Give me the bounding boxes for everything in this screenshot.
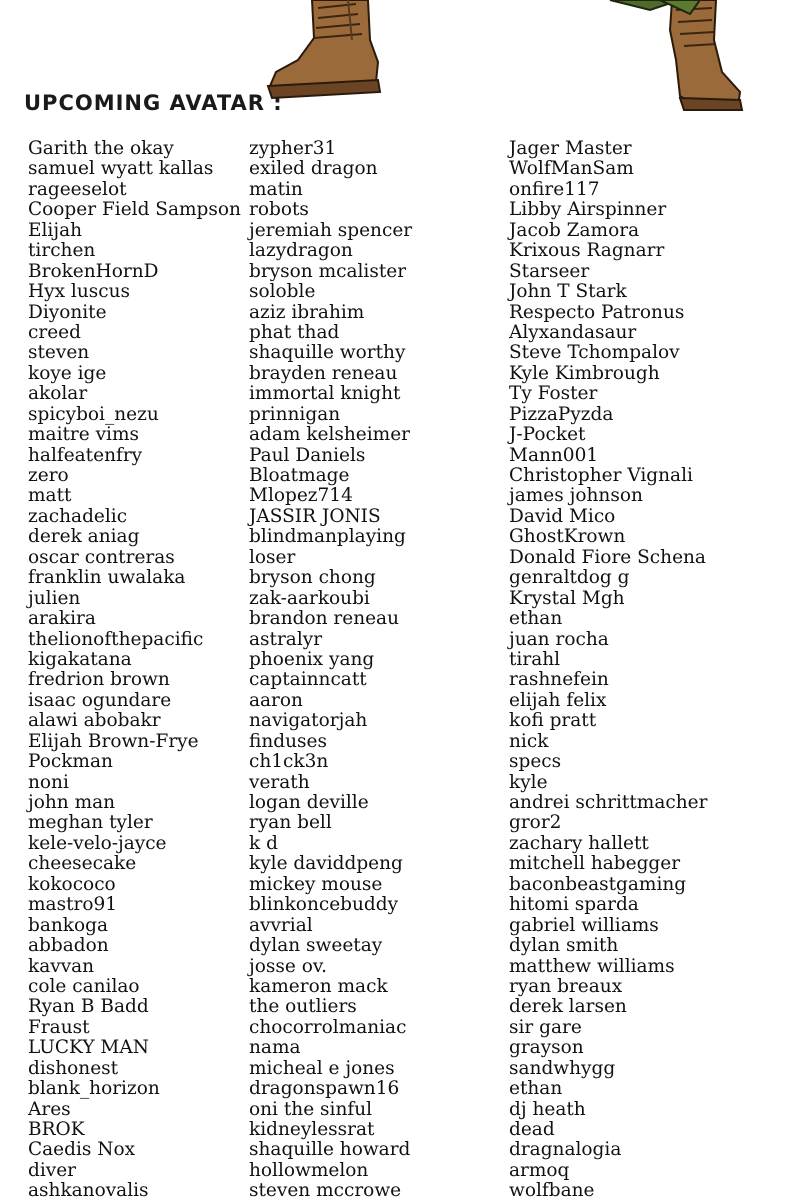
supporter-name: matin bbox=[249, 178, 303, 200]
supporter-name: Fraust bbox=[28, 1016, 90, 1038]
supporter-name: elijah felix bbox=[509, 689, 607, 711]
supporter-name: zak-aarkoubi bbox=[249, 587, 370, 609]
supporter-name: grayson bbox=[509, 1037, 584, 1059]
supporter-name: finduses bbox=[249, 730, 327, 752]
supporter-name: alawi abobakr bbox=[28, 710, 161, 732]
supporter-name: adam kelsheimer bbox=[249, 424, 411, 446]
supporter-name: Ty Foster bbox=[509, 383, 598, 405]
supporter-name: dragnalogia bbox=[509, 1139, 622, 1161]
supporter-name: Jager Master bbox=[509, 138, 632, 159]
supporter-name: Garith the okay bbox=[28, 138, 174, 159]
supporter-name: ch1ck3n bbox=[249, 751, 329, 773]
supporter-name: verath bbox=[249, 771, 310, 793]
supporter-name: BrokenHornD bbox=[28, 260, 159, 282]
supporter-name: gabriel williams bbox=[509, 914, 659, 936]
supporter-name: dylan smith bbox=[509, 935, 619, 957]
supporter-name: loser bbox=[249, 546, 296, 568]
supporter-name: halfeatenfry bbox=[28, 444, 143, 466]
supporter-name: Krixous Ragnarr bbox=[509, 240, 665, 262]
supporter-name: Libby Airspinner bbox=[509, 199, 667, 221]
supporter-name: specs bbox=[509, 751, 562, 773]
supporter-name: PizzaPyzda bbox=[509, 403, 614, 425]
supporter-name: derek larsen bbox=[509, 996, 627, 1018]
supporter-name: fredrion brown bbox=[28, 669, 170, 691]
supporter-name: sir gare bbox=[509, 1016, 582, 1038]
page-title: UPCOMING AVATAR : bbox=[24, 91, 283, 115]
supporter-name: navigatorjah bbox=[249, 710, 368, 732]
supporter-name: ethan bbox=[509, 608, 563, 630]
supporter-name: gror2 bbox=[509, 812, 562, 834]
supporter-name: onfire117 bbox=[509, 178, 600, 200]
supporter-name: blindmanplaying bbox=[249, 526, 406, 548]
supporter-name: wolfbane bbox=[509, 1180, 595, 1202]
supporter-name: john man bbox=[28, 792, 116, 813]
supporter-name: matt bbox=[28, 485, 72, 507]
right-boot-icon bbox=[610, 0, 742, 110]
supporter-name: Ryan B Badd bbox=[28, 996, 149, 1018]
supporter-name: maitre vims bbox=[28, 424, 139, 446]
supporter-name: andrei schrittmacher bbox=[509, 792, 708, 813]
supporter-name: bryson mcalister bbox=[249, 260, 407, 282]
supporter-name: logan deville bbox=[249, 792, 369, 813]
supporter-name: bryson chong bbox=[249, 567, 376, 589]
supporter-name: dylan sweetay bbox=[249, 935, 383, 957]
supporter-name: LUCKY MAN bbox=[28, 1037, 149, 1059]
supporter-name: steven bbox=[28, 342, 90, 364]
supporter-name: aziz ibrahim bbox=[249, 301, 365, 323]
supporter-name: isaac ogundare bbox=[28, 689, 172, 711]
supporter-name: kigakatana bbox=[28, 648, 132, 670]
supporter-name: blinkoncebuddy bbox=[249, 894, 399, 916]
supporter-name: prinnigan bbox=[249, 403, 341, 425]
supporter-name: Kyle Kimbrough bbox=[509, 362, 660, 384]
supporter-name: mickey mouse bbox=[249, 873, 383, 895]
supporter-name: zero bbox=[28, 465, 69, 486]
supporter-name: samuel wyatt kallas bbox=[28, 158, 214, 180]
supporter-name: JASSIR JONIS bbox=[249, 505, 381, 527]
supporter-name: astralyr bbox=[249, 628, 323, 650]
supporter-name: phat thad bbox=[249, 321, 340, 343]
supporter-name: Steve Tchompalov bbox=[509, 342, 680, 364]
supporter-name: mitchell habegger bbox=[509, 853, 681, 875]
supporter-name: nama bbox=[249, 1037, 301, 1059]
supporter-name: tirchen bbox=[28, 240, 96, 262]
supporter-name: Alyxandasaur bbox=[509, 321, 637, 343]
supporter-name: julien bbox=[28, 587, 81, 609]
supporter-name: aaron bbox=[249, 689, 303, 711]
supporter-name: kofi pratt bbox=[509, 710, 597, 732]
supporter-name: chocorrolmaniac bbox=[249, 1016, 407, 1038]
supporter-name: kameron mack bbox=[249, 975, 388, 997]
supporter-name: zachary hallett bbox=[509, 832, 649, 854]
supporter-name: BROK bbox=[28, 1119, 85, 1140]
supporter-name: ethan bbox=[509, 1078, 563, 1100]
supporter-name: dishonest bbox=[28, 1057, 119, 1079]
supporter-name: kavvan bbox=[28, 955, 95, 977]
supporter-name: armoq bbox=[509, 1159, 570, 1181]
supporter-name: GhostKrown bbox=[509, 526, 626, 548]
supporter-name: Respecto Patronus bbox=[509, 301, 685, 323]
supporter-name: k d bbox=[249, 832, 278, 854]
supporter-name: hollowmelon bbox=[249, 1159, 369, 1181]
supporter-name: micheal e jones bbox=[249, 1057, 395, 1079]
supporter-name: zypher31 bbox=[249, 138, 337, 159]
supporter-name: kyle daviddpeng bbox=[249, 853, 403, 875]
supporter-name: dead bbox=[509, 1119, 555, 1140]
supporter-name: Donald Fiore Schena bbox=[509, 546, 706, 568]
supporter-name: rashnefein bbox=[509, 669, 609, 691]
supporter-name: kidneylessrat bbox=[249, 1119, 375, 1140]
supporter-name: Elijah Brown-Frye bbox=[28, 730, 199, 752]
supporter-name: blank_horizon bbox=[28, 1078, 160, 1100]
supporter-name: lazydragon bbox=[249, 240, 353, 262]
supporter-name: exiled dragon bbox=[249, 158, 378, 180]
supporter-column-2 bbox=[249, 139, 412, 1202]
supporter-name: dj heath bbox=[509, 1098, 586, 1120]
supporter-name: rageeselot bbox=[28, 178, 127, 200]
supporter-name: matthew williams bbox=[509, 955, 675, 977]
supporter-name: bankoga bbox=[28, 914, 109, 936]
supporter-name: oscar contreras bbox=[28, 546, 175, 568]
supporter-name: abbadon bbox=[28, 935, 109, 957]
supporter-name: Starseer bbox=[509, 260, 590, 282]
supporter-name: kokococo bbox=[28, 873, 116, 895]
supporter-name: koye ige bbox=[28, 362, 107, 384]
supporter-name: ryan breaux bbox=[509, 975, 623, 997]
supporter-name: noni bbox=[28, 771, 69, 793]
supporter-name: Krystal Mgh bbox=[509, 587, 625, 609]
supporter-name: brayden reneau bbox=[249, 362, 398, 384]
supporter-name: ryan bell bbox=[249, 812, 332, 834]
supporter-name: hitomi sparda bbox=[509, 894, 639, 916]
supporter-name: Pockman bbox=[28, 751, 113, 773]
supporter-name: Bloatmage bbox=[249, 465, 350, 486]
supporter-name: nick bbox=[509, 730, 549, 752]
supporter-name: soloble bbox=[249, 281, 316, 303]
supporter-name: franklin uwalaka bbox=[28, 567, 186, 589]
supporter-name: thelionofthepacific bbox=[28, 628, 204, 650]
supporter-name: genraltdog g bbox=[509, 567, 630, 589]
supporter-name: immortal knight bbox=[249, 383, 401, 405]
supporter-name: meghan tyler bbox=[28, 812, 153, 834]
supporter-name: captainncatt bbox=[249, 669, 367, 691]
supporter-column-1 bbox=[28, 139, 241, 1202]
supporter-name: dragonspawn16 bbox=[249, 1078, 400, 1100]
supporter-name: baconbeastgaming bbox=[509, 873, 687, 895]
supporter-name: mastro91 bbox=[28, 894, 118, 916]
supporter-name: zachadelic bbox=[28, 505, 128, 527]
supporter-name: brandon reneau bbox=[249, 608, 400, 630]
supporter-name: arakira bbox=[28, 608, 96, 630]
supporter-name: derek aniag bbox=[28, 526, 140, 548]
supporter-name: David Mico bbox=[509, 505, 616, 527]
supporter-name: Mlopez714 bbox=[249, 485, 353, 507]
supporter-name: shaquille howard bbox=[249, 1139, 411, 1161]
supporter-name: creed bbox=[28, 321, 81, 343]
supporter-name: cole canilao bbox=[28, 975, 140, 997]
supporter-name: kele-velo-jayce bbox=[28, 832, 167, 854]
supporter-name: diver bbox=[28, 1159, 77, 1181]
supporter-name: Ares bbox=[28, 1098, 71, 1120]
supporter-name: Christopher Vignali bbox=[509, 465, 693, 486]
supporter-name: John T Stark bbox=[509, 281, 627, 303]
supporter-name: phoenix yang bbox=[249, 648, 375, 670]
supporter-name: robots bbox=[249, 199, 309, 221]
supporter-name: josse ov. bbox=[249, 955, 327, 977]
supporter-name: jeremiah spencer bbox=[249, 219, 413, 241]
supporter-name: tirahl bbox=[509, 648, 561, 670]
supporter-name: sandwhygg bbox=[509, 1057, 616, 1079]
supporter-name: oni the sinful bbox=[249, 1098, 373, 1120]
supporter-name: kyle bbox=[509, 771, 548, 793]
supporter-name: juan rocha bbox=[509, 628, 609, 650]
supporter-name: Elijah bbox=[28, 219, 83, 241]
supporter-name: akolar bbox=[28, 383, 88, 405]
supporter-name: Caedis Nox bbox=[28, 1139, 136, 1161]
supporter-name: spicyboi_nezu bbox=[28, 403, 159, 425]
supporter-name: Diyonite bbox=[28, 301, 107, 323]
supporter-name: the outliers bbox=[249, 996, 357, 1018]
supporter-name: Mann001 bbox=[509, 444, 599, 466]
left-boot-icon bbox=[268, 0, 380, 98]
supporter-name: Hyx luscus bbox=[28, 281, 130, 303]
supporter-name: Jacob Zamora bbox=[509, 219, 640, 241]
supporter-name: james johnson bbox=[509, 485, 643, 507]
supporter-name: Paul Daniels bbox=[249, 444, 366, 466]
supporter-name: avvrial bbox=[249, 914, 313, 936]
supporter-name: Cooper Field Sampson bbox=[28, 199, 241, 221]
supporter-name: ashkanovalis bbox=[28, 1180, 149, 1202]
supporter-name: shaquille worthy bbox=[249, 342, 406, 364]
supporter-name: steven mccrowe bbox=[249, 1180, 402, 1202]
supporter-name: WolfManSam bbox=[509, 158, 634, 180]
supporter-column-3 bbox=[509, 139, 707, 1202]
supporter-name: cheesecake bbox=[28, 853, 137, 875]
supporter-name: J-Pocket bbox=[509, 424, 586, 446]
